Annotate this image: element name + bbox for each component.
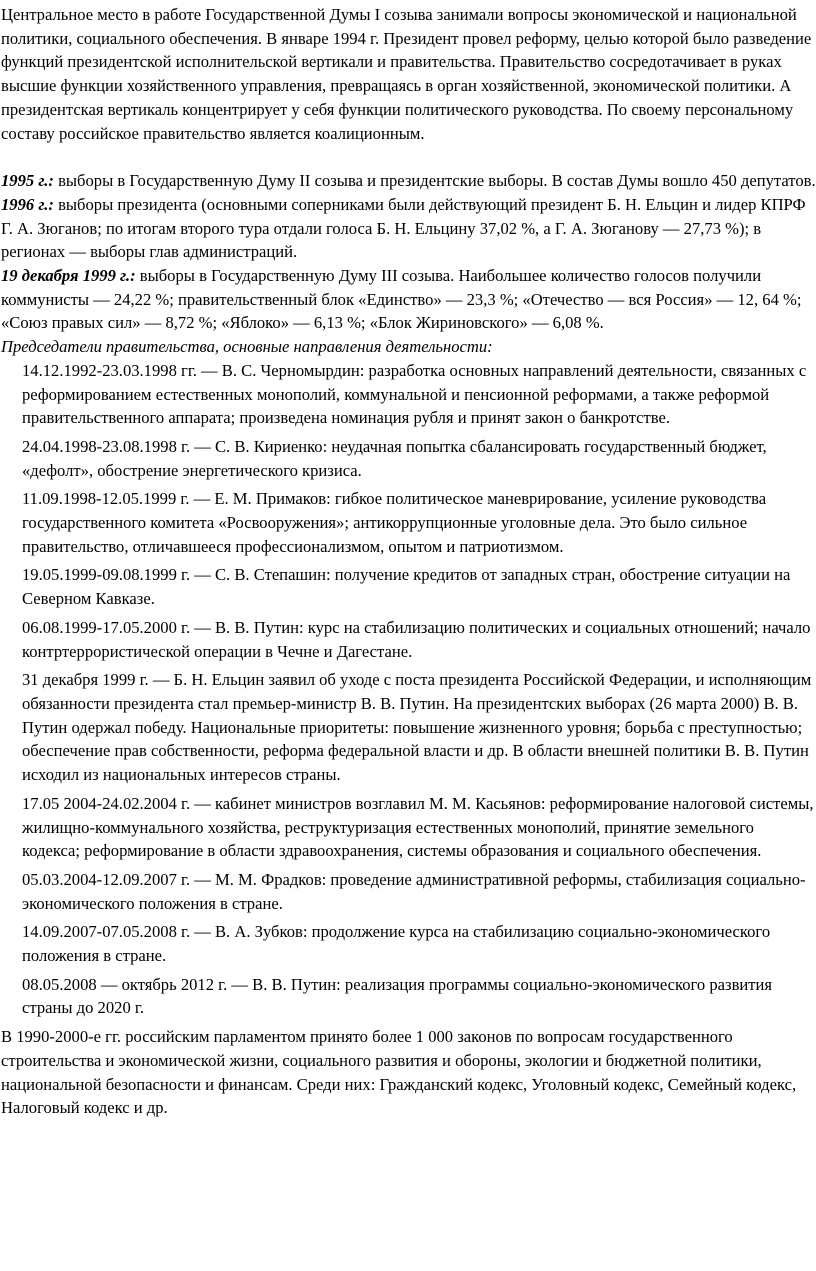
list-item: 11.09.1998-12.05.1999 г. — Е. М. Примаков: гибкое политическое маневрирование, усиление руководства государственного комитета «Росвооружения»; антикоррупционные уголовные дела. Это было сильное правительство, отличавшееся профессионализмом, опытом и патриотизмом. xyxy=(22,489,767,556)
list-item: 31 декабря 1999 г. — Б. Н. Ельцин заявил об уходе с поста президента Российской Федерации, и исполняющим обязанности президента стал премьер-министр В. В. Путин. На президентских выборах (26 марта 2000) В. В. Путин одержал победу. Национальные приоритеты: повышение жизненного уровня; борьба с преступностью; обеспечение прав собственности, реформа федеральной власти и др. В области внешней политики В. В. Путин исходил из национальных интересов страны. xyxy=(22,670,812,785)
intro-paragraph: Центральное место в работе Государственной Думы I созыва занимали вопросы экономической и национальной политики, социального обеспечения. В январе 1994 г. Президент провел реформу, целью которой было разведение функций президентской исполнительской вертикали и правительства. Правительство сосредотачивает в руках высшие функции хозяйственного управления, превращаясь в орган хозяйственной, экономической политики. А президентская вертикаль концентрирует у себя функции политического руководства. По своему персональному составу российское правительство является коалиционным. xyxy=(1,5,812,143)
outro-paragraph: В 1990-2000-е гг. российским парламентом принято более 1 000 законов по вопросам государственного строительства и экономической жизни, социального развития и обороны, экологии и бюджетной политики, национальной безопасности и финансам. Среди них: Гражданский кодекс, Уголовный кодекс, Семейный кодекс, Налоговый кодекс и др. xyxy=(1,1027,797,1118)
list-item: 05.03.2004-12.09.2007 г. — М. М. Фрадков: проведение административной реформы, стабилизация социально-экономического положения в стране. xyxy=(22,869,806,913)
list-item: 19.05.1999-09.08.1999 г. — С. В. Степашин: получение кредитов от западных стран, обострение ситуации на Северном Кавказе. xyxy=(22,565,791,609)
list-item: 06.08.1999-17.05.2000 г. — В. В. Путин: курс на стабилизацию политических и социальных отношений; начало контртеррористической операции в Чечне и Дагестане. xyxy=(22,617,811,661)
list-item: 08.05.2008 — октябрь 2012 г. — В. В. Путин: реализация программы социально-экономического развития страны до 2020 г. xyxy=(22,974,773,1018)
list-item: 14.12.1992-23.03.1998 гг. — В. С. Черномырдин: разработка основных направлений деятельности, связанных с реформированием естественных монополий, коммунальной и пенсионной реформами, а также реформой правительственного аппарата; произведена номинация рубля и принят закон о банкротстве. xyxy=(22,360,807,428)
list-item: 24.04.1998-23.08.1998 г. — С. В. Кириенко: неудачная попытка сбалансировать государственный бюджет, «дефолт», обострение энергетического кризиса. xyxy=(22,436,767,480)
list-item: 17.05 2004-24.02.2004 г. — кабинет министров возглавил М. М. Касьянов: реформирование налоговой системы, жилищно-коммунального хозяйства, реструктуризация естественных монополий, принятие земельного кодекса; реформирование в области здравоохранения, системы образования и социального обеспечения. xyxy=(22,793,814,861)
event-1999 xyxy=(1,264,816,335)
chairs-list xyxy=(1,359,816,1020)
blank-line xyxy=(1,145,816,169)
event-1995 xyxy=(1,169,816,193)
list-item: 14.09.2007-07.05.2008 г. — В. А. Зубков: продолжение курса на стабилизацию социально-экономического положения в стране. xyxy=(22,922,771,966)
event-text: выборы президента (основными соперниками были действующий президент Б. Н. Ельцин и лидер КПРФ Г. А. Зюганов; по итогам второго тура отдали голоса Б. Н. Ельцину 37,02 %, а Г. А. Зюганову — 27,73 %); в регионах — выборы глав администраций. xyxy=(1,194,806,262)
event-date: 19 декабря 1999 г.: xyxy=(1,266,136,286)
event-1996 xyxy=(1,193,816,264)
event-date: 1995 г.: xyxy=(1,171,54,191)
event-date: 1996 г.: xyxy=(1,194,54,214)
event-text: выборы в Государственную Думу II созыва и президентские выборы. В состав Думы вошло 450 депутатов. xyxy=(53,171,816,191)
event-text: выборы в Государственную Думу III созыва. Наибольшее количество голосов получили коммунисты — 24,22 %; правительственный блок «Единство» — 23,3 %; «Отечество — вся Россия» — 12, 64 %; «Союз правых сил» — 8,72 %; «Яблоко» — 6,13 %; «Блок Жириновского» — 6,08 %. xyxy=(1,266,802,333)
chairs-heading: Председатели правительства, основные направления деятельности: xyxy=(1,337,493,357)
